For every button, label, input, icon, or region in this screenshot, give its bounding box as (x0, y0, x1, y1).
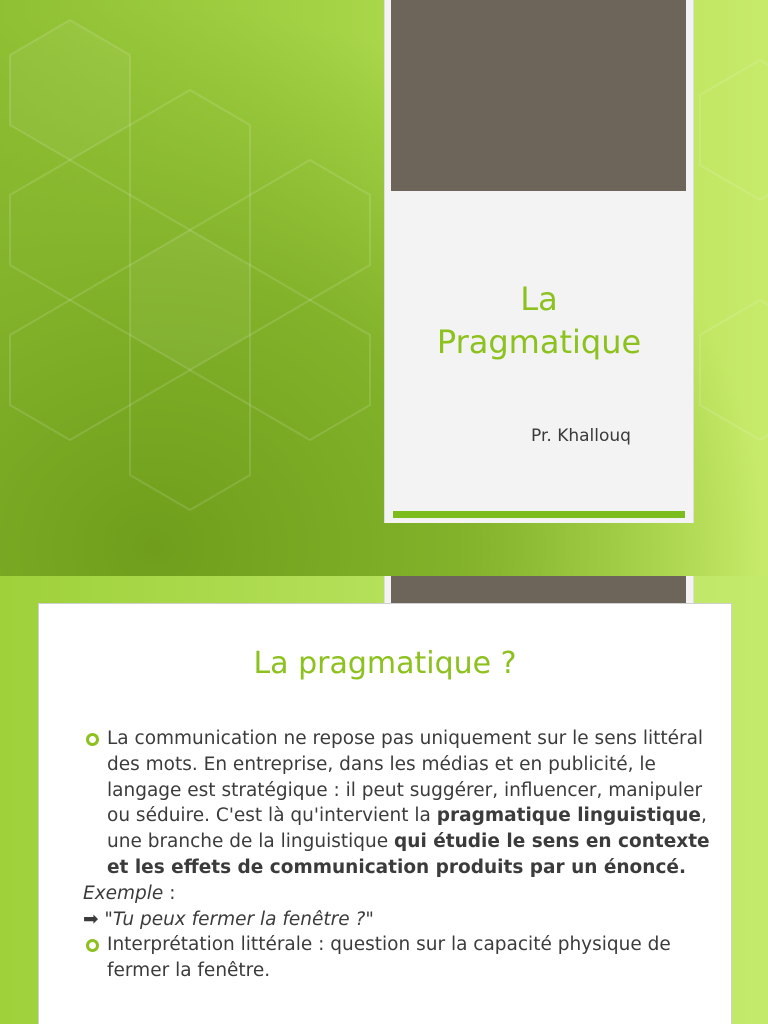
slide-heading: La pragmatique ? (253, 646, 517, 681)
slide-title (385, 278, 693, 364)
accent-bar (393, 511, 685, 518)
example-quote-row (83, 907, 713, 933)
bullet-1-text: La communication ne repose pas uniquement sur le sens littéral des mots. En entreprise, dans les médias et en publicité, le langage est stratégique : il peut suggérer, influencer, manipuler ou séduire. C'est là qu'intervient la (107, 728, 704, 827)
slide-body (83, 726, 713, 984)
content-slide (0, 576, 768, 1024)
example-quote: "Tu peux fermer la fenêtre ?" (98, 908, 374, 930)
example-label: Exemple (83, 882, 164, 904)
bullet-icon (86, 733, 99, 746)
arrow-right-icon: ➡ (83, 908, 99, 930)
bullet-1-text-2: , une branche de la linguistique (107, 805, 707, 853)
bullet-1-bold-definition: qui étudie le sens en contexte et les effets de communication produits par un énoncé. (107, 831, 710, 878)
title-image-placeholder (391, 0, 686, 191)
bullet-item-1 (83, 726, 713, 881)
bullet-icon (86, 939, 99, 952)
bullet-item-2 (83, 932, 713, 984)
title-line-1: La (520, 280, 558, 318)
title-line-2: Pragmatique (436, 323, 642, 361)
bullet-1-bold-term: pragmatique linguistique (436, 805, 701, 827)
author-name: Pr. Khallouq (531, 426, 631, 446)
bullet-2-text: Interprétation littérale : question sur la capacité physique de fermer la fenêtre. (107, 934, 671, 982)
content-box (38, 603, 732, 1024)
title-card (384, 0, 694, 523)
example-label-row (83, 881, 713, 907)
example-colon: : (163, 882, 176, 904)
